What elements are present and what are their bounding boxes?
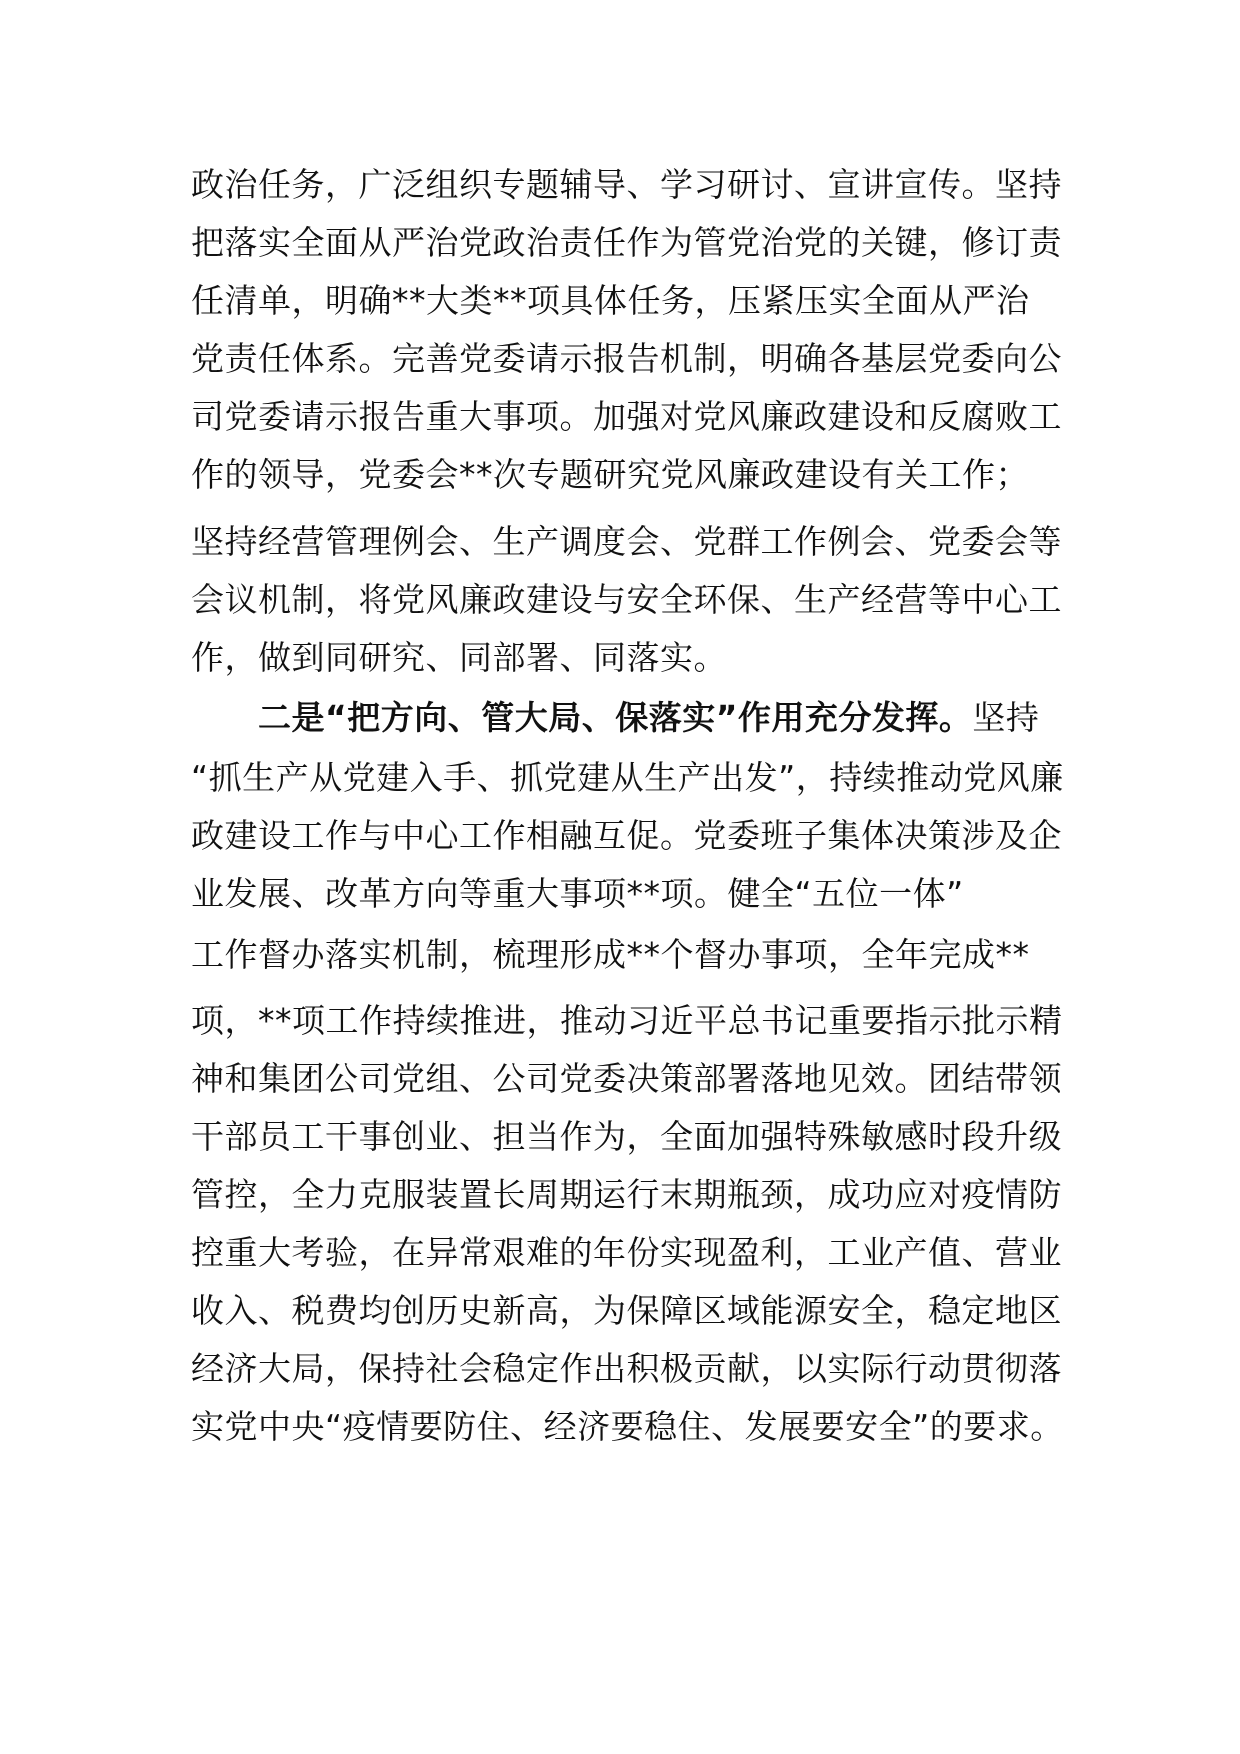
text-line: 党责任体系。完善党委请示报告机制，明确各基层党委向公 <box>191 339 1062 378</box>
text-line: 业发展、改革方向等重大事项**项。健全“五位一体” <box>191 874 964 913</box>
text-line: 会议机制，将党风廉政建设与安全环保、生产经营等中心工 <box>191 580 1062 619</box>
section-heading-line <box>258 698 1039 738</box>
text-line: 项，**项工作持续推进，推动习近平总书记重要指示批示精 <box>191 1001 1063 1040</box>
text-line: 坚持经营管理例会、生产调度会、党群工作例会、党委会等 <box>191 522 1062 561</box>
text-line: 干部员工干事创业、担当作为，全面加强特殊敏感时段升级 <box>191 1117 1062 1156</box>
text-line: 控重大考验，在异常艰难的年份实现盈利，工业产值、营业 <box>191 1233 1062 1272</box>
text-line: 任清单，明确**大类**项具体任务，压紧压实全面从严治 <box>191 281 1030 320</box>
text-line: 政建设工作与中心工作相融互促。党委班子集体决策涉及企 <box>191 816 1062 855</box>
text-line: 把落实全面从严治党政治责任作为管党治党的关键，修订责 <box>191 223 1062 262</box>
text-line: 政治任务，广泛组织专题辅导、学习研讨、宣讲宣传。坚持 <box>191 165 1062 204</box>
text-line: 司党委请示报告重大事项。加强对党风廉政建设和反腐败工 <box>191 397 1062 436</box>
text-line: 神和集团公司党组、公司党委决策部署落地见效。团结带领 <box>191 1059 1062 1098</box>
text-line: 作的领导，党委会**次专题研究党风廉政建设有关工作； <box>191 455 1029 494</box>
text-line: 收入、税费均创历史新高，为保障区域能源安全，稳定地区 <box>191 1291 1062 1330</box>
section-heading: 二是“把方向、管大局、保落实”作用充分发挥。 <box>258 698 973 737</box>
heading-continuation: 坚持 <box>972 698 1040 737</box>
text-line: 管控，全力克服装置长周期运行末期瓶颈，成功应对疫情防 <box>191 1175 1062 1214</box>
text-line: “抓生产从党建入手、抓党建从生产出发”，持续推动党风廉 <box>191 758 1064 797</box>
text-line: 作，做到同研究、同部署、同落实。 <box>191 638 727 677</box>
text-line: 经济大局，保持社会稳定作出积极贡献，以实际行动贯彻落 <box>191 1349 1062 1388</box>
text-line: 实党中央“疫情要防住、经济要稳住、发展要安全”的要求。 <box>191 1407 1064 1446</box>
text-line: 工作督办落实机制，梳理形成**个督办事项，全年完成** <box>191 935 1030 974</box>
